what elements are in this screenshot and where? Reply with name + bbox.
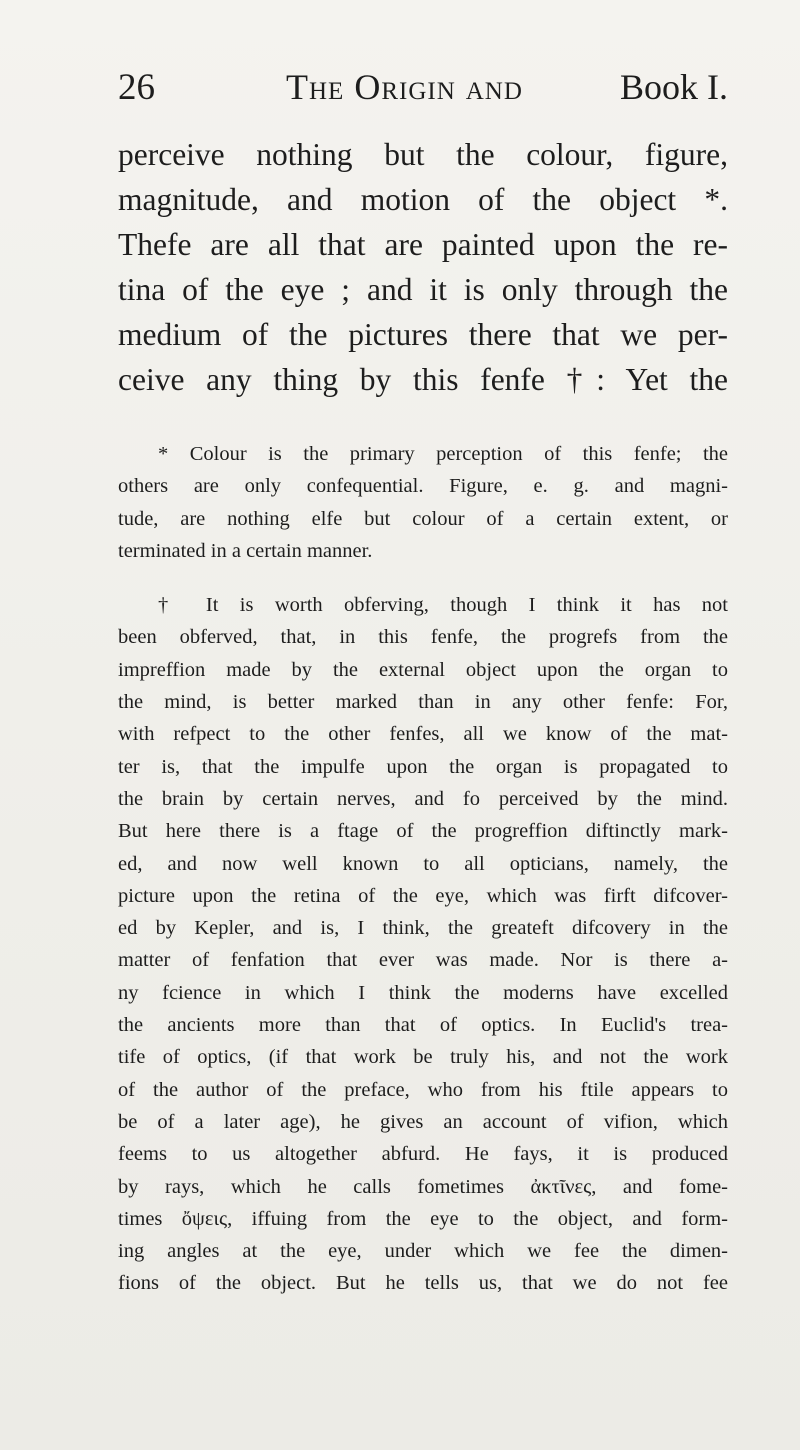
footnote-line: of the author of the preface, who from his ftile appears to xyxy=(118,1078,728,1101)
body-line: ceive any thing by this fenfe †: Yet the xyxy=(118,362,728,397)
footnote-line: ed by Kepler, and is, I think, the greateft difcovery in the xyxy=(118,917,728,940)
footnote-colour xyxy=(118,438,728,567)
footnote-line: tife of optics, (if that work be truly his, and not the work xyxy=(118,1046,728,1069)
footnote-line: But here there is a ftage of the progreffion diftinctly mark- xyxy=(118,820,728,843)
footnote-line: matter of fenfation that ever was made. Nor is there a- xyxy=(118,949,728,972)
footnote-line: ed, and now well known to all opticians, namely, the xyxy=(118,852,728,875)
footnote-line: picture upon the retina of the eye, which was firft difcover- xyxy=(118,884,728,907)
footnote-line: terminated in a certain manner. xyxy=(118,539,373,562)
body-line: perceive nothing but the colour, figure, xyxy=(118,137,728,172)
footnotes xyxy=(118,438,728,1322)
body-line: Thefe are all that are painted upon the re- xyxy=(118,227,728,262)
book-label: Book I. xyxy=(620,67,728,107)
running-title: The Origin and xyxy=(286,67,523,107)
footnote-line: tude, are nothing elfe but colour of a certain extent, or xyxy=(118,507,728,530)
footnote-observing xyxy=(118,589,728,1300)
footnote-line: the brain by certain nerves, and fo perceived by the mind. xyxy=(118,787,728,810)
footnote-line: the ancients more than that of optics. In Euclid's trea- xyxy=(118,1014,728,1037)
footnote-line: † It is worth obferving, though I think it has not xyxy=(158,594,728,617)
footnote-line: be of a later age), he gives an account of vifion, which xyxy=(118,1110,728,1133)
footnote-line: ing angles at the eye, under which we fee the dimen- xyxy=(118,1240,728,1263)
footnote-line: feems to us altogether abfurd. He fays, it is produced xyxy=(118,1143,728,1166)
footnote-line: fions of the object. But he tells us, that we do not fee xyxy=(118,1272,728,1295)
footnote-line: been obferved, that, in this fenfe, the progrefs from the xyxy=(118,626,728,649)
footnote-line: with refpect to the other fenfes, all we know of the mat- xyxy=(118,723,728,746)
body-text xyxy=(118,132,728,402)
body-line: tina of the eye ; and it is only through the xyxy=(118,272,728,307)
body-line: magnitude, and motion of the object *. xyxy=(118,182,728,217)
body-line: medium of the pictures there that we per- xyxy=(118,317,728,352)
page-number: 26 xyxy=(118,67,155,108)
footnote-line: ter is, that the impulfe upon the organ is propagated to xyxy=(118,755,728,778)
footnote-line: times ὄψεις, iffuing from the eye to the object, and form- xyxy=(118,1207,728,1230)
footnote-line: * Colour is the primary perception of this fenfe; the xyxy=(158,443,728,465)
footnote-line: ny fcience in which I think the moderns have excelled xyxy=(118,981,728,1004)
footnote-line: the mind, is better marked than in any other fenfe: For, xyxy=(118,691,728,714)
footnote-line: others are only confequential. Figure, e. g. and magni- xyxy=(118,475,728,498)
footnote-line: impreffion made by the external object upon the organ to xyxy=(118,658,728,681)
footnote-line: by rays, which he calls fometimes ἀκτῖνες, and fome- xyxy=(118,1175,728,1198)
page-header xyxy=(118,66,728,116)
